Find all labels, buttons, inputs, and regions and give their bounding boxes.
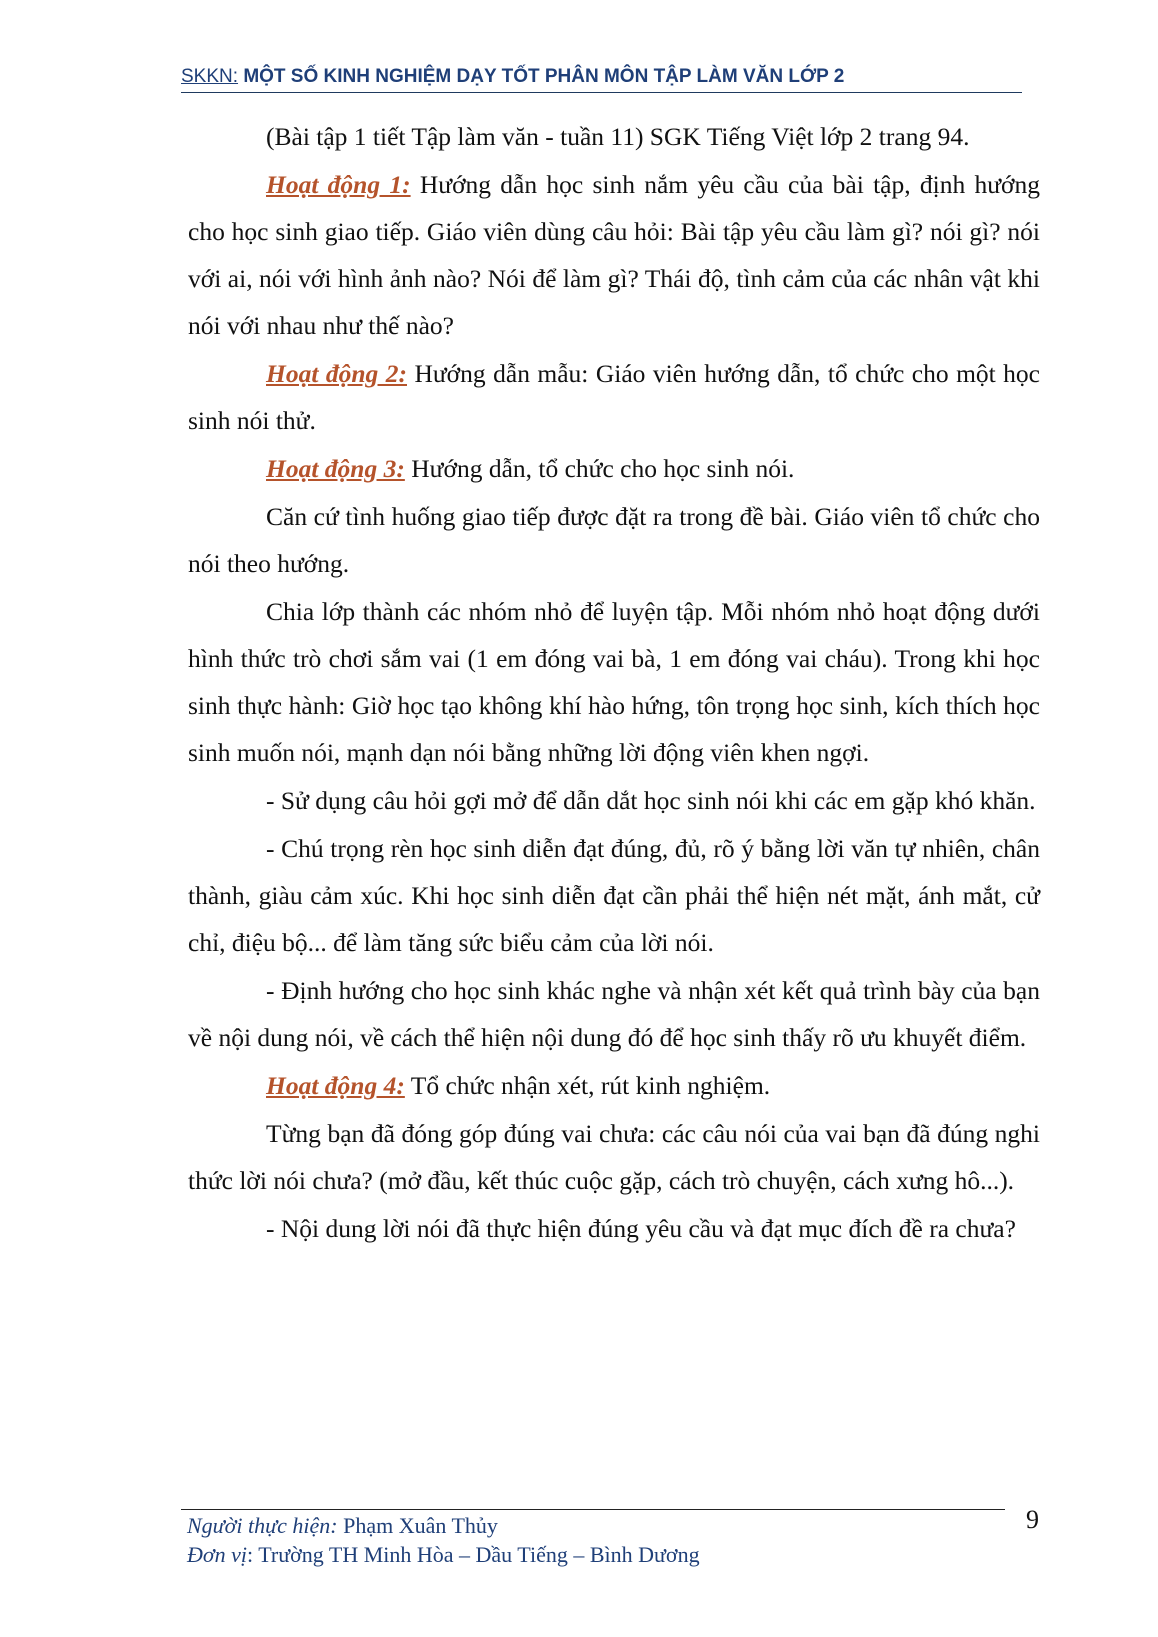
paragraph-text: Hướng dẫn mẫu: Giáo viên hướng dẫn, tổ chức cho một học sinh nói thử.	[188, 359, 1041, 435]
footer-divider	[181, 1509, 1005, 1510]
paragraph: - Chú trọng rèn học sinh diễn đạt đúng, đủ, rõ ý bằng lời văn tự nhiên, chân thành, giàu cảm xúc. Khi học sinh diễn đạt cần phải thể hiện nét mặt, ánh mắt, cử chỉ, điệu bộ... để làm tăng sức biểu cảm của lời nói.	[188, 834, 1040, 957]
paragraph-text: Hướng dẫn học sinh nắm yêu cầu của bài tập, định hướng cho học sinh giao tiếp. Giáo viên dùng câu hỏi: Bài tập yêu cầu làm gì? nói gì? nói với ai, nói với hình ảnh nào? Nói để làm gì? Thái độ, tình cảm của các nhân vật khi nói với nhau như thế nào?	[188, 170, 1040, 340]
activity-heading: Hoạt động 2:	[266, 359, 407, 388]
header-prefix: SKKN:	[181, 66, 239, 87]
paragraph	[188, 350, 1040, 444]
page-number: 9	[1026, 1505, 1039, 1534]
activity-heading: Hoạt động 3:	[266, 454, 405, 483]
paragraph-text: Tổ chức nhận xét, rút kinh nghiệm.	[404, 1071, 771, 1100]
paragraph: Chia lớp thành các nhóm nhỏ để luyện tập. Mỗi nhóm nhỏ hoạt động dưới hình thức trò chơi sắm vai (1 em đóng vai bà, 1 em đóng vai cháu). Trong khi học sinh thực hành: Giờ học tạo không khí hào hứng, tôn trọng học sinh, kích thích học sinh muốn nói, mạnh dạn nói bằng những lời động viên khen ngợi.	[188, 597, 1040, 767]
document-body	[188, 113, 1040, 1253]
page-header	[181, 66, 1022, 93]
paragraph	[188, 161, 1040, 349]
paragraph: - Nội dung lời nói đã thực hiện đúng yêu cầu và đạt mục đích đề ra chưa?	[266, 1214, 1016, 1243]
paragraph: (Bài tập 1 tiết Tập làm văn - tuần 11) SGK Tiếng Việt lớp 2 trang 94.	[266, 122, 970, 151]
footer-author	[187, 1511, 700, 1540]
author-label: Người thực hiện:	[187, 1513, 338, 1538]
footer-unit	[187, 1540, 700, 1569]
paragraph: - Định hướng cho học sinh khác nghe và nhận xét kết quả trình bày của bạn về nội dung nói, về cách thể hiện nội dung đó để học sinh thấy rõ ưu khuyết điểm.	[188, 976, 1040, 1052]
paragraph: Từng bạn đã đóng góp đúng vai chưa: các câu nói của vai bạn đã đúng nghi thức lời nói chưa? (mở đầu, kết thúc cuộc gặp, cách trò chuyện, cách xưng hô...).	[188, 1119, 1040, 1195]
activity-heading: Hoạt động 4:	[266, 1071, 405, 1100]
paragraph	[188, 1062, 1040, 1109]
paragraph: - Sử dụng câu hỏi gợi mở để dẫn dắt học sinh nói khi các em gặp khó khăn.	[266, 786, 1036, 815]
paragraph	[188, 445, 1040, 492]
unit-label: Đơn vị	[187, 1542, 248, 1567]
header-title: MỘT SỐ KINH NGHIỆM DẠY TỐT PHÂN MÔN TẬP LÀM VĂN LỚP 2	[243, 66, 845, 87]
paragraph-text: Hướng dẫn, tổ chức cho học sinh nói.	[404, 454, 795, 483]
page-footer	[187, 1511, 700, 1569]
author-name: Phạm Xuân Thủy	[337, 1513, 498, 1538]
activity-heading: Hoạt động 1:	[266, 170, 411, 199]
paragraph: Căn cứ tình huống giao tiếp được đặt ra trong đề bài. Giáo viên tổ chức cho nói theo hướng.	[188, 502, 1040, 578]
unit-name: : Trường TH Minh Hòa – Dầu Tiếng – Bình Dương	[247, 1542, 700, 1567]
